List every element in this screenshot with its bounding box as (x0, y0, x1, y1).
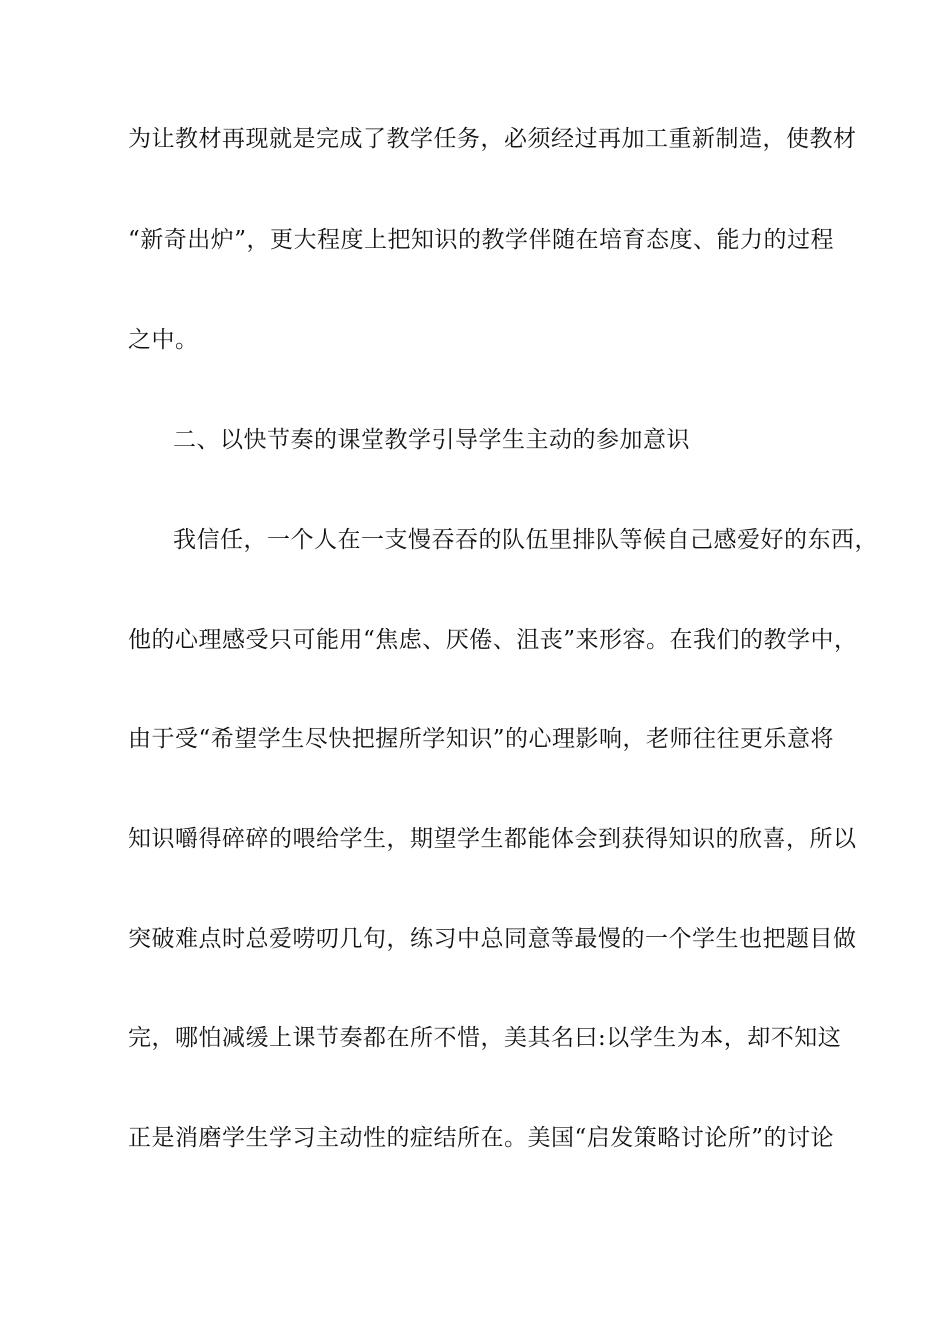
text-line-6: 他的心理感受只可能用“焦虑、厌倦、沮丧”来形容。在我们的教学中， (128, 627, 858, 653)
text-line-11: 正是消磨学生学习主动性的症结所在。美国“启发策略讨论所”的讨论 (128, 1125, 835, 1151)
text-line-5: 我信任，一个人在一支慢吞吞的队伍里排队等候自己感爱好的东西， (173, 527, 878, 553)
text-line-3: 之中。 (128, 327, 199, 353)
text-line-10: 完，哪怕减缓上课节奏都在所不惜，美其名曰:以学生为本，却不知这 (128, 1025, 842, 1051)
section-heading: 二、以快节奏的课堂教学引导学生主动的参加意识 (173, 427, 690, 453)
text-line-9: 突破难点时总爱唠叨几句，练习中总同意等最慢的一个学生也把题目做 (128, 926, 857, 952)
text-line-8: 知识嚼得碎碎的喂给学生，期望学生都能体会到获得知识的欣喜，所以 (128, 826, 857, 852)
text-line-2: “新奇出炉”，更大程度上把知识的教学伴随在培育态度、能力的过程 (128, 227, 835, 253)
text-line-1: 为让教材再现就是完成了教学任务，必须经过再加工重新制造，使教材 (128, 126, 857, 152)
text-line-7: 由于受“希望学生尽快把握所学知识”的心理影响，老师往往更乐意将 (128, 726, 835, 752)
